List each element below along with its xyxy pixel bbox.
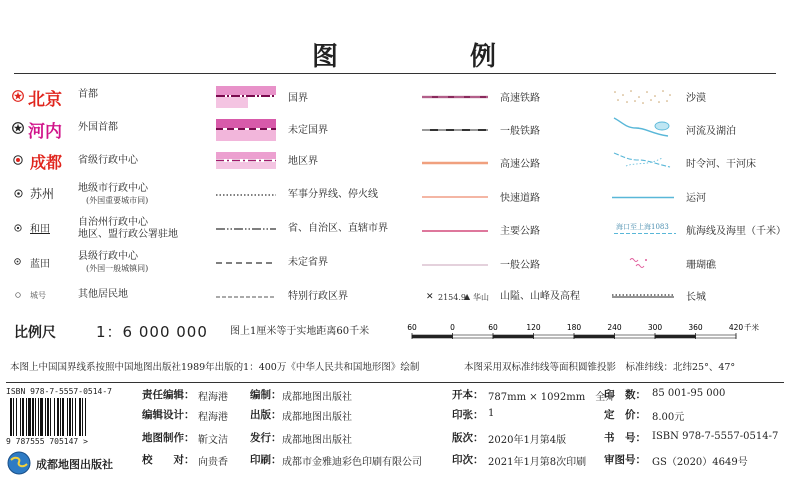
legend-label-prefecture-city: 地级市行政中心	[78, 183, 148, 194]
barcode-bar	[79, 398, 81, 436]
peak-name-value: 华山	[473, 293, 489, 302]
barcode	[6, 398, 124, 438]
desert-symbol	[612, 89, 674, 105]
scale-segment	[696, 335, 737, 338]
barcode-bar	[75, 398, 76, 436]
autonomous-prefecture-icon	[14, 224, 22, 232]
barcode-bar	[57, 398, 59, 436]
legend-label-district-seat: 地区、盟行政公署驻地	[78, 229, 178, 240]
scale-segment	[453, 335, 494, 338]
pass-symbol: ✕	[426, 292, 434, 302]
imprint-value: 成都地图出版社	[282, 435, 352, 446]
isbn-top-label: ISBN 978-7-5557-0514-7	[6, 387, 112, 396]
imprint-value: 8.00元	[652, 412, 685, 423]
imprint-label: 审图号：	[604, 454, 646, 466]
barcode-digits: 9 787555 705147 >	[6, 437, 88, 446]
city-name-hanoi: 河内	[28, 122, 62, 142]
imprint-label: 印刷：	[250, 454, 282, 466]
imprint-value: 787mm × 1092mm 全开	[488, 392, 616, 403]
barcode-bar	[32, 398, 34, 436]
imprint-value: GS（2020）4649号	[652, 457, 748, 468]
river-lake-symbol	[612, 116, 674, 140]
legend-label-great-wall: 长城	[686, 292, 706, 303]
capital-star-icon	[12, 90, 24, 102]
legend-label-mountain-pass: 山隘、山峰及高程	[500, 291, 580, 302]
footer-divider	[6, 382, 784, 383]
border-source-note: 本图上中国国界线系按照中国地图出版社1989年出版的1：400万《中华人民共和国地形图》绘制	[10, 362, 420, 373]
scale-tick-label: 420	[728, 323, 744, 332]
railway-symbol	[422, 127, 488, 133]
imprint-label: 编辑设计：	[142, 409, 195, 421]
legend-label-fast-road: 快速道路	[500, 193, 540, 204]
legend-label-military-line: 军事分界线、停火线	[288, 189, 378, 200]
barcode-bar	[47, 398, 49, 436]
prefecture-city-icon	[14, 189, 23, 198]
foreign-capital-icon	[12, 122, 24, 134]
legend-title-char-1: 图	[312, 42, 341, 72]
imprint-label: 印张：	[452, 409, 484, 421]
barcode-bar	[54, 398, 55, 436]
legend-label-high-speed-rail: 高速铁路	[500, 93, 540, 104]
scale-segment	[615, 335, 656, 338]
legend-title-bar	[14, 32, 776, 74]
imprint-label: 出版：	[250, 409, 282, 421]
seasonal-river-symbol	[612, 150, 674, 170]
city-name-beijing: 北京	[28, 90, 62, 110]
legend-label-autonomous-prefecture: 自治州行政中心	[78, 217, 148, 228]
barcode-bar	[26, 398, 27, 436]
imprint-value: 向贵香	[198, 457, 228, 468]
scale-tick-label: 180	[566, 323, 582, 332]
barcode-bar	[50, 398, 51, 436]
scale-segment	[655, 335, 696, 338]
imprint-label: 印 数：	[604, 389, 646, 401]
legend-label-expressway: 高速公路	[500, 159, 540, 170]
imprint-label: 印次：	[452, 454, 484, 466]
legend-title-char-2: 例	[470, 42, 499, 72]
imprint-label: 书 号：	[604, 432, 646, 444]
scale-ratio: 1：6 000 000	[96, 323, 208, 341]
expressway-symbol	[422, 160, 488, 166]
city-name-chenghao: 城号	[30, 291, 46, 300]
projection-note: 本图采用双标准纬线等面积圆锥投影 标准纬线：北纬25°、47°	[464, 362, 736, 373]
barcode-bar	[82, 398, 83, 436]
legend-label-district-border: 地区界	[288, 156, 318, 167]
scale-tick-label: 60	[488, 323, 498, 332]
legend-label-main-road: 主要公路	[500, 226, 540, 237]
fast-road-symbol	[422, 194, 488, 200]
legend-label-provincial-capital: 省级行政中心	[78, 155, 138, 166]
barcode-bar	[85, 398, 86, 436]
imprint-value: ISBN 978-7-5557-0514-7	[652, 431, 779, 442]
peak-triangle-icon: ▲	[464, 292, 471, 301]
other-settlement-icon	[15, 292, 21, 298]
imprint-value: 成都地图出版社	[282, 392, 352, 403]
legend-label-canal: 运河	[686, 193, 706, 204]
legend-label-county-seat: 县级行政中心	[78, 251, 138, 262]
barcode-bar	[62, 398, 64, 436]
imprint-label: 责任编辑：	[142, 389, 195, 401]
scale-tick-label: 60	[407, 323, 417, 332]
legend-label-undefined-provincial-border: 未定省界	[288, 257, 328, 268]
legend-label-desert: 沙漠	[686, 93, 706, 104]
main-road-symbol	[422, 228, 488, 234]
imprint-value: 2021年1月第8次印刷	[488, 457, 587, 468]
imprint-value: 程海港	[198, 392, 228, 403]
scale-segment	[534, 335, 575, 338]
sea-route-symbol	[614, 231, 676, 236]
legend-sublabel-county-seat: (外国一般城镇同)	[86, 264, 149, 273]
city-name-lantian: 蓝田	[30, 259, 50, 270]
barcode-bar	[60, 398, 61, 436]
publisher-globe-icon	[6, 450, 32, 476]
barcode-bar	[38, 398, 39, 436]
legend-label-river-lake: 河流及湖泊	[686, 126, 736, 137]
city-name-hetian: 和田	[30, 224, 50, 235]
scale-note: 图上1厘米等于实地距离60千米	[230, 326, 370, 337]
undefined-provincial-border-symbol	[216, 260, 276, 266]
imprint-value: 靳文洁	[198, 435, 228, 446]
imprint-label: 校 对：	[142, 454, 195, 466]
imprint-value: 程海港	[198, 412, 228, 423]
scale-tick-label: 120	[526, 323, 541, 332]
scale-bar	[406, 321, 776, 351]
barcode-bar	[40, 398, 43, 436]
barcode-bar	[16, 398, 17, 436]
barcode-bar	[22, 398, 24, 436]
sea-route-example-label: 海口至上海1083	[616, 223, 669, 231]
imprint-value: 2020年1月第4版	[488, 435, 567, 446]
scale-segment	[493, 335, 534, 338]
imprint-value: 1	[488, 408, 495, 419]
scale-segment	[574, 335, 615, 338]
imprint-label: 地图制作：	[142, 432, 195, 444]
legend-label-seasonal-river: 时令河、干河床	[686, 159, 756, 170]
legend-label-undefined-border: 未定国界	[288, 125, 328, 136]
peak-elevation-value: 2154.9	[438, 293, 466, 302]
imprint-value: 85 001-95 000	[652, 388, 726, 399]
publisher-logo-text: 成都地图出版社	[36, 458, 113, 471]
scale-tick-label: 240	[607, 323, 622, 332]
imprint-label: 编制：	[250, 389, 282, 401]
city-name-suzhou: 苏州	[30, 187, 55, 201]
legend-label-railway: 一般铁路	[500, 126, 540, 137]
barcode-bar	[45, 398, 46, 436]
scale-segment	[412, 335, 453, 338]
city-name-chengdu: 成都	[30, 153, 63, 172]
barcode-bar	[10, 398, 12, 436]
legend-label-provincial-border: 省、自治区、直辖市界	[288, 223, 388, 234]
barcode-bar	[28, 398, 31, 436]
legend-label-foreign-capital: 外国首都	[78, 122, 118, 133]
barcode-bar	[13, 398, 14, 436]
coral-reef-symbol	[628, 256, 652, 270]
legend-label-sea-route: 航海线及海里（千米）	[686, 226, 786, 237]
legend-label-capital: 首都	[78, 89, 98, 100]
imprint-label: 版次：	[452, 432, 484, 444]
imprint-value: 成都市金雅迪彩色印刷有限公司	[282, 457, 422, 468]
undefined-border-symbol	[216, 119, 276, 141]
military-line-symbol	[216, 192, 276, 198]
legend-label-special-admin-border: 特别行政区界	[288, 291, 348, 302]
imprint-label: 开本：	[452, 389, 484, 401]
district-border-symbol	[216, 152, 276, 170]
barcode-graphic	[6, 398, 124, 438]
barcode-bar	[20, 398, 21, 436]
national-border-symbol	[216, 86, 276, 108]
imprint-label: 定 价：	[604, 409, 646, 421]
provincial-capital-icon	[13, 155, 23, 165]
scale-tick-label: 300	[647, 323, 663, 332]
barcode-bar	[69, 398, 71, 436]
canal-symbol	[612, 195, 674, 200]
imprint-label: 发行：	[250, 432, 282, 444]
legend-label-ordinary-road: 一般公路	[500, 260, 540, 271]
ordinary-road-symbol	[422, 262, 488, 268]
county-seat-icon	[14, 258, 21, 265]
scale-unit: 千米	[744, 323, 759, 332]
barcode-bar	[35, 398, 36, 436]
scale-tick-label: 360	[688, 323, 703, 332]
scale-tick-label: 0	[450, 323, 455, 332]
scale-bar-graphic	[406, 321, 776, 351]
great-wall-symbol	[612, 293, 674, 299]
legend-label-other-settlement: 其他居民地	[78, 289, 128, 300]
imprint-value: 成都地图出版社	[282, 412, 352, 423]
legend-label-national-border: 国界	[288, 93, 308, 104]
scale-title: 比例尺	[14, 325, 56, 341]
legend-sublabel-prefecture-city: (外国重要城市同)	[86, 196, 149, 205]
high-speed-rail-symbol	[422, 94, 488, 100]
barcode-bar	[72, 398, 73, 436]
legend-label-coral-reef: 珊瑚礁	[686, 260, 716, 271]
provincial-border-symbol	[216, 226, 276, 232]
barcode-bar	[67, 398, 68, 436]
special-admin-border-symbol	[216, 294, 276, 300]
